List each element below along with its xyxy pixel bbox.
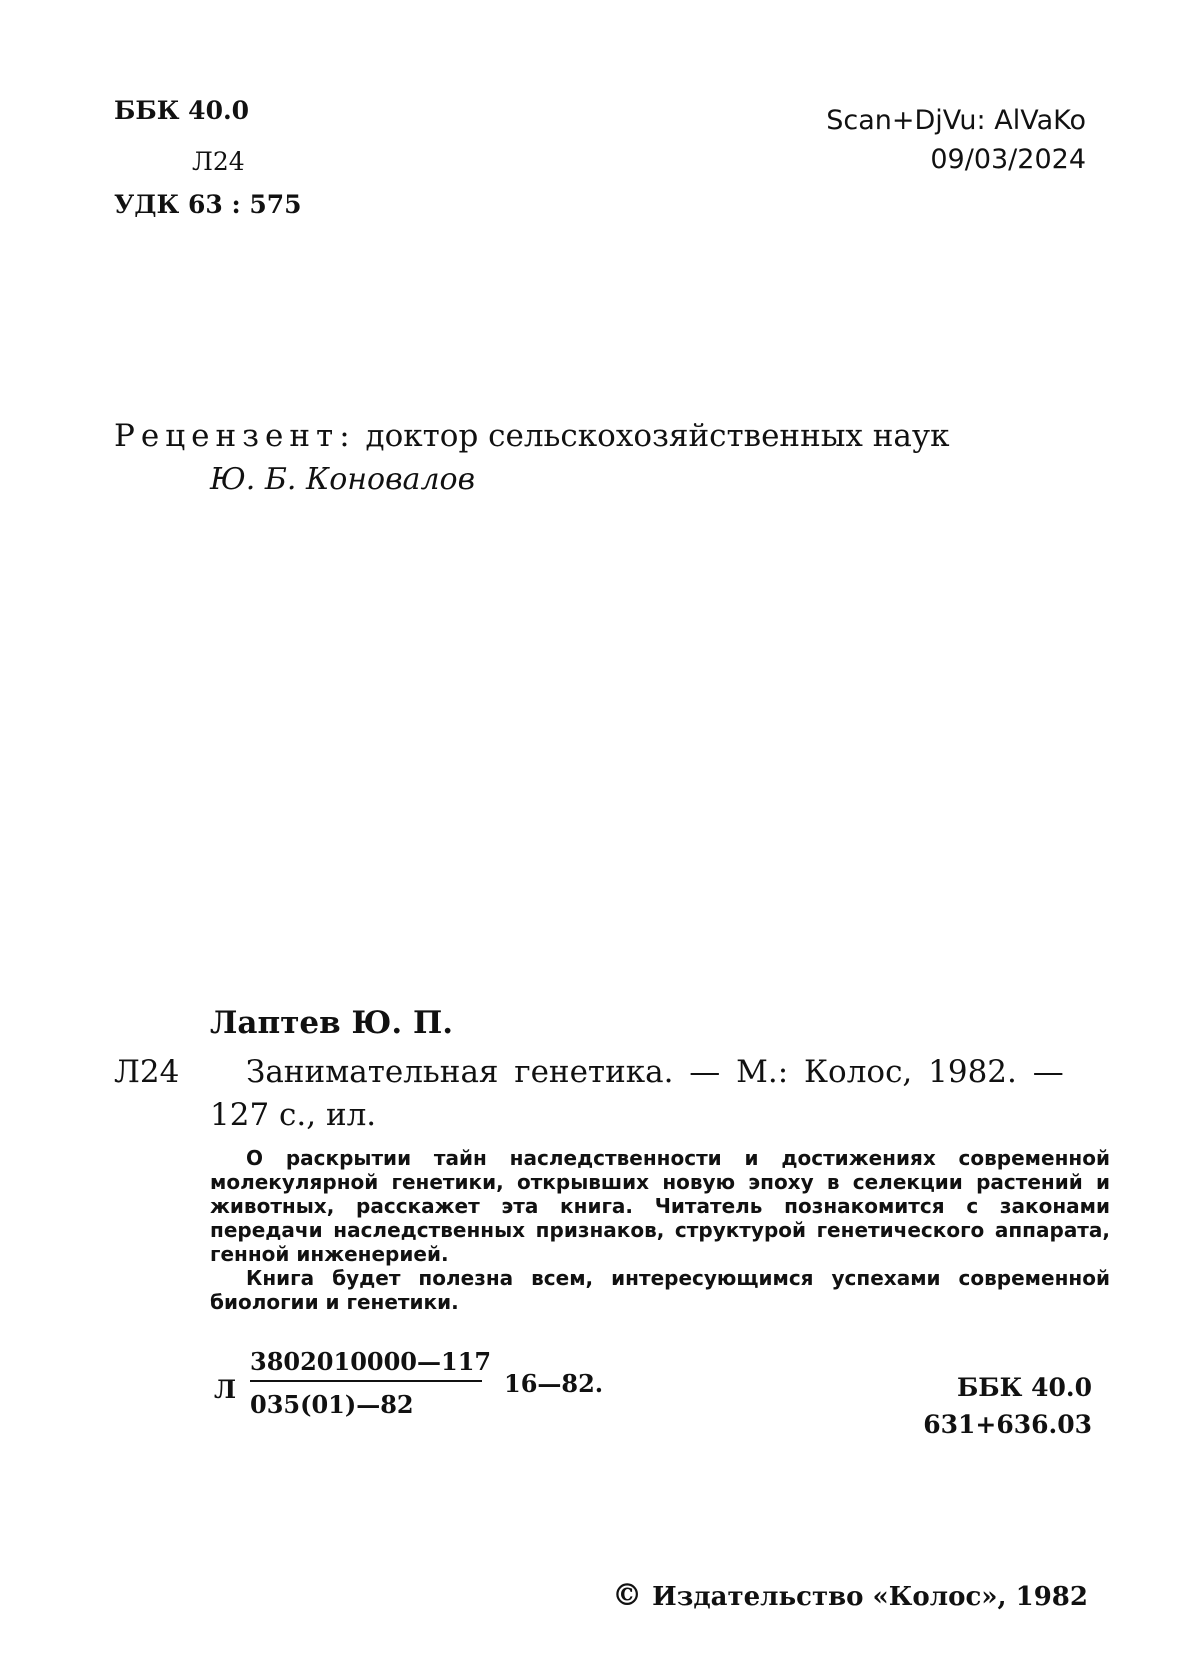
index-numerator: 3802010000—117	[250, 1347, 492, 1376]
author-mark-code: Л24	[192, 147, 245, 176]
card-code: Л24	[114, 1054, 180, 1090]
annotation-paragraph: Книга будет полезна всем, интересующимся успехами современной биологии и генетики.	[210, 1266, 1110, 1314]
bbk-bottom-code: 631+636.03	[923, 1410, 1092, 1439]
reviewer-line	[114, 418, 950, 454]
reviewer-name: Ю. Б. Коновалов	[210, 462, 476, 497]
card-title: Занимательная генетика. — М.: Колос, 1982. —	[246, 1054, 1064, 1090]
bbk-classification: ББК 40.0	[114, 96, 250, 125]
card-annotation	[210, 1146, 1110, 1314]
copyright-icon: ©	[612, 1578, 643, 1613]
index-denominator: 035(01)—82	[250, 1390, 414, 1419]
bbk-bottom-label: ББК 40.0	[956, 1373, 1092, 1402]
copyright-text: Издательство «Колос», 1982	[652, 1582, 1088, 1612]
index-letter: Л	[214, 1375, 237, 1404]
reviewer-degree: доктор сельскохозяйственных наук	[365, 418, 950, 454]
udk-classification: УДК 63 : 575	[114, 190, 302, 219]
card-pages: 127 с., ил.	[210, 1097, 377, 1133]
card-author: Лаптев Ю. П.	[210, 1005, 454, 1041]
index-fraction-rule	[250, 1380, 482, 1382]
copyright-line	[612, 1578, 1088, 1613]
annotation-paragraph: О раскрытии тайн наследственности и достижениях современной молекулярной генетики, открывших новую эпоху в селекции растений и животных, расскажет эта книга. Читатель познакомится с законами передачи наследственных признаков, структурой генетического аппарата, генной инженерией.	[210, 1146, 1110, 1266]
scan-credit: Scan+DjVu: AlVaKo	[826, 105, 1086, 136]
index-tail: 16—82.	[504, 1369, 604, 1398]
reviewer-label: Рецензент:	[114, 418, 356, 454]
scan-date: 09/03/2024	[930, 144, 1086, 175]
